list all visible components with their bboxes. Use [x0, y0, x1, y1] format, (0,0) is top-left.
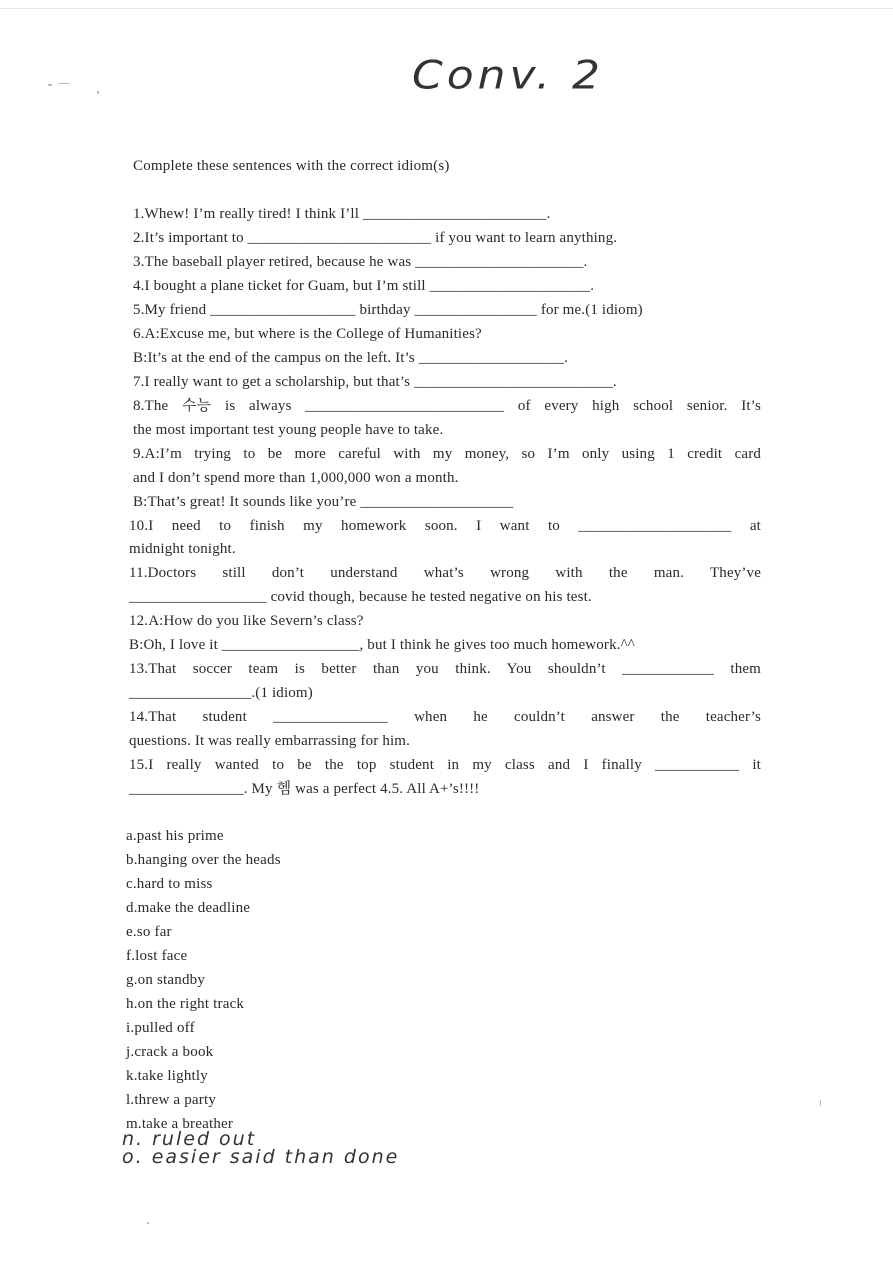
idiom-option: e.so far — [126, 924, 172, 940]
idiom-option: k.take lightly — [126, 1068, 208, 1084]
idiom-option: f.lost face — [126, 948, 188, 964]
idiom-option: j.crack a book — [126, 1044, 214, 1060]
question-line: __________________ covid though, because he tested negative on his test. — [129, 589, 592, 605]
question-line: 8.The 수능 is always __________________________ of every high school senior. It’s — [133, 398, 761, 414]
question-line: 14.That student _______________ when he couldn’t answer the teacher’s — [129, 709, 761, 725]
idiom-option: b.hanging over the heads — [126, 852, 281, 868]
question-line: 15.I really wanted to be the top student in my class and I finally ___________ it — [129, 757, 761, 773]
handwritten-title: Conv. 2 — [412, 52, 604, 99]
idiom-option: d.make the deadline — [126, 900, 251, 916]
question-line: _______________. My 헴 was a perfect 4.5. All A+’s!!!! — [129, 781, 480, 797]
question-line: ________________.(1 idiom) — [129, 685, 313, 701]
question-line: 3.The baseball player retired, because he was ______________________. — [133, 254, 588, 270]
handwritten-option: n. ruled out — [122, 1128, 257, 1150]
question-line: 12.A:How do you like Severn’s class? — [129, 613, 364, 629]
idiom-option: c.hard to miss — [126, 876, 213, 892]
question-line: 6.A:Excuse me, but where is the College of Humanities? — [133, 326, 482, 342]
scan-edge — [0, 8, 893, 9]
idiom-option: a.past his prime — [126, 828, 224, 844]
scan-speck — [58, 83, 70, 84]
question-line: B:That’s great! It sounds like you’re ____________________ — [133, 494, 514, 510]
idiom-option: m.take a breather — [126, 1116, 234, 1132]
question-line: 11.Doctors still don’t understand what’s wrong with the man. They’ve — [129, 565, 761, 581]
scan-speck — [147, 1222, 149, 1224]
idiom-option: g.on standby — [126, 972, 206, 988]
question-line: 5.My friend ___________________ birthday ________________ for me.(1 idiom) — [133, 302, 643, 318]
question-line: B:Oh, I love it __________________, but I think he gives too much homework.^^ — [129, 637, 636, 653]
scan-speck — [48, 84, 52, 86]
question-line: 7.I really want to get a scholarship, but that’s __________________________. — [133, 374, 617, 390]
question-line: 4.I bought a plane ticket for Guam, but I’m still _____________________. — [133, 278, 595, 294]
instructions: Complete these sentences with the correct idiom(s) — [133, 158, 450, 174]
question-line: and I don’t spend more than 1,000,000 won a month. — [133, 470, 459, 486]
question-line: midnight tonight. — [129, 541, 236, 557]
question-line: 1.Whew! I’m really tired! I think I’ll ________________________. — [133, 206, 551, 222]
question-line: 10.I need to finish my homework soon. I want to ____________________ at — [129, 518, 761, 534]
question-line: the most important test young people have to take. — [133, 422, 444, 438]
question-line: questions. It was really embarrassing for him. — [129, 733, 411, 749]
question-line: 2.It’s important to ________________________ if you want to learn anything. — [133, 230, 618, 246]
handwritten-option: o. easier said than done — [122, 1146, 400, 1168]
scan-speck — [97, 91, 99, 94]
idiom-option: i.pulled off — [126, 1020, 195, 1036]
idiom-option: l.threw a party — [126, 1092, 217, 1108]
scan-speck — [820, 1100, 821, 1106]
question-line: 13.That soccer team is better than you think. You shouldn’t ____________ them — [129, 661, 761, 677]
question-line: B:It’s at the end of the campus on the left. It’s ___________________. — [133, 350, 569, 366]
question-line: 9.A:I’m trying to be more careful with my money, so I’m only using 1 credit card — [133, 446, 761, 462]
idiom-option: h.on the right track — [126, 996, 245, 1012]
